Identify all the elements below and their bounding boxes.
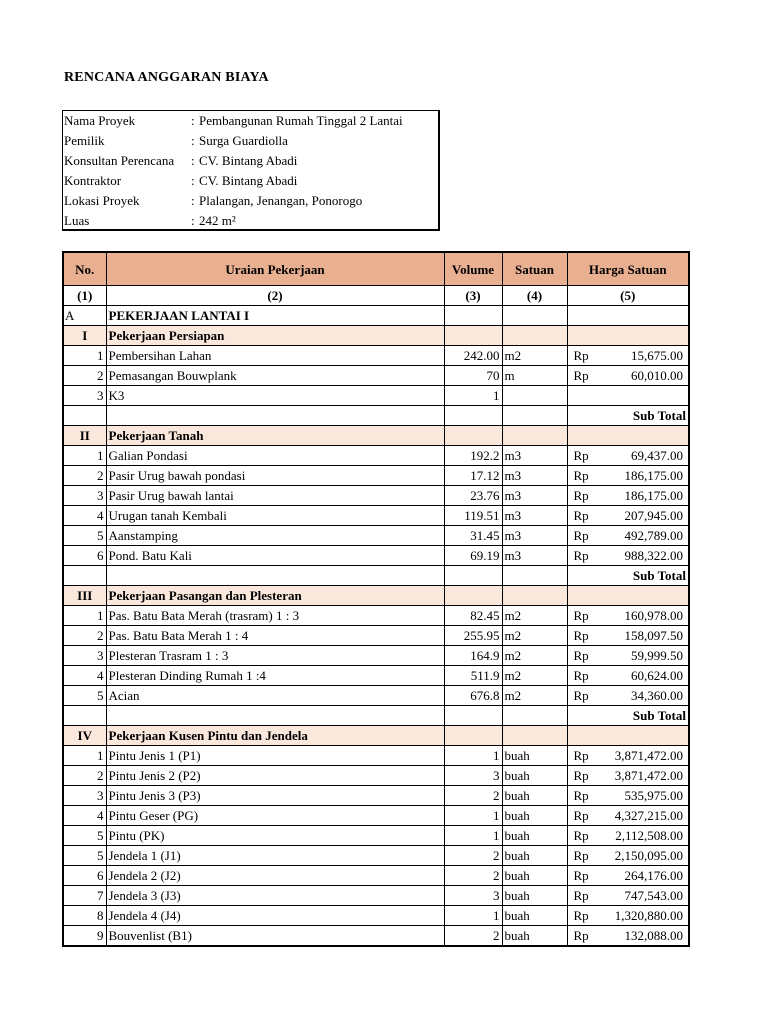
subtotal-label: Sub Total [567,566,689,586]
price-cell [567,646,689,666]
empty-cell [502,586,567,606]
price-cell [567,446,689,466]
item-volume: 255.95 [444,626,502,646]
item-number: 3 [63,386,106,406]
price-value: 2,112,508.00 [615,828,683,843]
item-volume: 2 [444,846,502,866]
currency-label: Rp [573,488,589,503]
item-unit: buah [502,766,567,786]
table-row [63,746,689,766]
item-name: Jendela 2 (J2) [106,866,444,886]
table-row [63,666,689,686]
item-number: 1 [63,446,106,466]
project-info-colon: : [191,213,195,228]
section-title: Pekerjaan Tanah [106,426,444,446]
empty-cell [444,306,502,326]
item-name: Pintu (PK) [106,826,444,846]
price-value: 59,999.50 [631,648,683,663]
item-volume: 1 [444,386,502,406]
project-info-value: 242 m² [199,213,236,228]
table-row [63,486,689,506]
item-unit: buah [502,746,567,766]
price-value: 69,437.00 [631,448,683,463]
currency-label: Rp [573,548,589,563]
project-info-label: Lokasi Proyek [64,193,140,208]
empty-cell [502,306,567,326]
header-volume: Volume [444,252,502,286]
price-cell [567,366,689,386]
item-volume: 2 [444,866,502,886]
currency-label: Rp [573,928,589,943]
project-info-colon: : [191,193,195,208]
item-unit: buah [502,886,567,906]
currency-label: Rp [573,768,589,783]
item-volume: 2 [444,786,502,806]
section-header-row [63,726,689,746]
project-info-label: Pemilik [64,133,105,148]
project-info-colon: : [191,113,195,128]
empty-cell [502,326,567,346]
price-cell [567,746,689,766]
item-volume: 3 [444,886,502,906]
project-info-value: Surga Guardiolla [199,133,288,148]
item-number: 5 [63,686,106,706]
currency-label: Rp [573,468,589,483]
project-info-colon: : [191,173,195,188]
price-value: 207,945.00 [624,508,683,523]
section-roman: I [63,326,106,346]
item-unit: m2 [502,606,567,626]
item-volume: 1 [444,906,502,926]
item-number: 5 [63,526,106,546]
item-number: 1 [63,346,106,366]
section-header-row [63,586,689,606]
item-number: 3 [63,786,106,806]
section-title: Pekerjaan Persiapan [106,326,444,346]
colnum-no: (1) [63,286,106,306]
item-name: Bouvenlist (B1) [106,926,444,947]
empty-cell [444,326,502,346]
item-number: 5 [63,846,106,866]
price-value: 15,675.00 [631,348,683,363]
empty-cell [502,726,567,746]
item-unit: buah [502,906,567,926]
item-unit: buah [502,866,567,886]
project-info-value: CV. Bintang Abadi [199,173,298,188]
currency-label: Rp [573,348,589,363]
item-number: 2 [63,466,106,486]
colnum-satuan: (4) [502,286,567,306]
project-info-colon: : [191,153,195,168]
item-volume: 70 [444,366,502,386]
empty-cell [567,386,689,406]
item-volume: 23.76 [444,486,502,506]
table-header-row [63,252,689,286]
column-number-row [63,286,689,306]
project-info-box [62,110,440,231]
empty-cell [444,406,502,426]
currency-label: Rp [573,368,589,383]
table-row [63,546,689,566]
item-volume: 2 [444,926,502,947]
item-volume: 31.45 [444,526,502,546]
section-roman: IV [63,726,106,746]
currency-label: Rp [573,748,589,763]
item-name: Pasir Urug bawah pondasi [106,466,444,486]
project-info-value: CV. Bintang Abadi [199,153,298,168]
item-name: Jendela 3 (J3) [106,886,444,906]
empty-cell [502,426,567,446]
price-cell [567,686,689,706]
empty-cell [63,706,106,726]
price-cell [567,546,689,566]
price-cell [567,806,689,826]
currency-label: Rp [573,528,589,543]
item-name: K3 [106,386,444,406]
item-volume: 119.51 [444,506,502,526]
item-unit: m3 [502,446,567,466]
price-cell [567,466,689,486]
item-unit: buah [502,826,567,846]
item-unit: buah [502,846,567,866]
currency-label: Rp [573,668,589,683]
item-unit: buah [502,786,567,806]
header-satuan: Satuan [502,252,567,286]
price-value: 988,322.00 [624,548,683,563]
item-number: 3 [63,486,106,506]
price-value: 60,624.00 [631,668,683,683]
item-unit: m2 [502,666,567,686]
item-number: 9 [63,926,106,947]
colnum-volume: (3) [444,286,502,306]
table-row [63,906,689,926]
price-value: 3,871,472.00 [614,748,683,763]
item-unit: m3 [502,506,567,526]
project-info-label: Konsultan Perencana [64,153,175,168]
header-harga: Harga Satuan [567,252,689,286]
subtotal-label: Sub Total [567,406,689,426]
item-volume: 3 [444,766,502,786]
price-value: 1,320,880.00 [614,908,683,923]
section-title: Pekerjaan Kusen Pintu dan Jendela [106,726,444,746]
table-row [63,366,689,386]
empty-cell [444,426,502,446]
item-name: Pintu Jenis 3 (P3) [106,786,444,806]
price-cell [567,786,689,806]
price-cell [567,766,689,786]
table-row [63,386,689,406]
price-cell [567,926,689,947]
price-cell [567,666,689,686]
item-name: Urugan tanah Kembali [106,506,444,526]
table-row [63,806,689,826]
budget-table [62,251,690,947]
item-number: 4 [63,506,106,526]
project-info-value: Pembangunan Rumah Tinggal 2 Lantai [199,113,403,128]
price-value: 132,088.00 [624,928,683,943]
colnum-uraian: (2) [106,286,444,306]
currency-label: Rp [573,688,589,703]
section-roman: II [63,426,106,446]
empty-cell [63,406,106,426]
project-info-label: Kontraktor [64,173,122,188]
price-value: 3,871,472.00 [614,768,683,783]
price-value: 60,010.00 [631,368,683,383]
item-name: Aanstamping [106,526,444,546]
main-section-row [63,306,689,326]
item-number: 2 [63,626,106,646]
table-row [63,606,689,626]
item-unit: m3 [502,546,567,566]
empty-cell [106,406,444,426]
item-name: Acian [106,686,444,706]
item-name: Galian Pondasi [106,446,444,466]
item-unit: m2 [502,686,567,706]
item-volume: 17.12 [444,466,502,486]
header-uraian: Uraian Pekerjaan [106,252,444,286]
subtotal-row [63,566,689,586]
currency-label: Rp [573,788,589,803]
price-cell [567,526,689,546]
item-name: Pond. Batu Kali [106,546,444,566]
item-volume: 1 [444,826,502,846]
item-volume: 69.19 [444,546,502,566]
price-value: 492,789.00 [624,528,683,543]
price-value: 535,975.00 [624,788,683,803]
currency-label: Rp [573,608,589,623]
table-row [63,466,689,486]
item-name: Pintu Geser (PG) [106,806,444,826]
item-number: 7 [63,886,106,906]
item-name: Plesteran Dinding Rumah 1 :4 [106,666,444,686]
item-unit: m3 [502,486,567,506]
currency-label: Rp [573,888,589,903]
table-row [63,866,689,886]
price-cell [567,606,689,626]
table-row [63,346,689,366]
item-unit: m3 [502,466,567,486]
empty-cell [502,566,567,586]
item-number: 6 [63,546,106,566]
item-name: Jendela 1 (J1) [106,846,444,866]
item-volume: 192.2 [444,446,502,466]
table-row [63,766,689,786]
empty-cell [63,566,106,586]
section-title: Pekerjaan Pasangan dan Plesteran [106,586,444,606]
empty-cell [502,406,567,426]
item-unit [502,386,567,406]
item-name: Pas. Batu Bata Merah 1 : 4 [106,626,444,646]
price-cell [567,846,689,866]
price-value: 158,097.50 [624,628,683,643]
item-name: Plesteran Trasram 1 : 3 [106,646,444,666]
item-unit: m3 [502,526,567,546]
empty-cell [502,706,567,726]
item-number: 5 [63,826,106,846]
item-name: Pemasangan Bouwplank [106,366,444,386]
table-row [63,846,689,866]
item-volume: 242.00 [444,346,502,366]
empty-cell [444,566,502,586]
subtotal-label: Sub Total [567,706,689,726]
item-volume: 82.45 [444,606,502,626]
item-number: 1 [63,606,106,626]
project-info-colon: : [191,133,195,148]
price-cell [567,886,689,906]
project-info-label: Luas [64,213,90,228]
item-volume: 1 [444,746,502,766]
section-header-row [63,426,689,446]
currency-label: Rp [573,808,589,823]
document-title: RENCANA ANGGARAN BIAYA [64,70,269,85]
main-section-title: PEKERJAAN LANTAI I [106,306,444,326]
item-number: 2 [63,766,106,786]
price-value: 186,175.00 [624,468,683,483]
item-number: 3 [63,646,106,666]
empty-cell [106,706,444,726]
main-section-code: A [63,306,106,326]
empty-cell [106,566,444,586]
price-cell [567,906,689,926]
table-row [63,886,689,906]
subtotal-row [63,406,689,426]
table-row [63,646,689,666]
item-volume: 511.9 [444,666,502,686]
item-number: 4 [63,666,106,686]
currency-label: Rp [573,848,589,863]
section-roman: III [63,586,106,606]
item-name: Jendela 4 (J4) [106,906,444,926]
item-number: 4 [63,806,106,826]
price-value: 160,978.00 [624,608,683,623]
item-name: Pintu Jenis 2 (P2) [106,766,444,786]
item-name: Pasir Urug bawah lantai [106,486,444,506]
empty-cell [567,586,689,606]
item-name: Pas. Batu Bata Merah (trasram) 1 : 3 [106,606,444,626]
item-volume: 164.9 [444,646,502,666]
item-unit: m2 [502,646,567,666]
item-number: 1 [63,746,106,766]
price-cell [567,626,689,646]
table-row [63,786,689,806]
table-row [63,446,689,466]
price-cell [567,346,689,366]
price-value: 264,176.00 [624,868,683,883]
price-cell [567,506,689,526]
empty-cell [567,306,689,326]
price-cell [567,486,689,506]
currency-label: Rp [573,628,589,643]
price-value: 34,360.00 [631,688,683,703]
project-info-value: Plalangan, Jenangan, Ponorogo [199,193,363,208]
currency-label: Rp [573,508,589,523]
empty-cell [444,706,502,726]
item-name: Pembersihan Lahan [106,346,444,366]
currency-label: Rp [573,648,589,663]
empty-cell [444,586,502,606]
price-value: 747,543.00 [624,888,683,903]
table-row [63,686,689,706]
currency-label: Rp [573,448,589,463]
section-header-row [63,326,689,346]
item-unit: m2 [502,626,567,646]
item-volume: 1 [444,806,502,826]
item-number: 2 [63,366,106,386]
item-unit: m2 [502,346,567,366]
item-unit: buah [502,806,567,826]
item-volume: 676.8 [444,686,502,706]
item-unit: m [502,366,567,386]
item-number: 8 [63,906,106,926]
table-row [63,526,689,546]
currency-label: Rp [573,868,589,883]
price-cell [567,826,689,846]
price-cell [567,866,689,886]
currency-label: Rp [573,828,589,843]
table-row [63,826,689,846]
price-value: 186,175.00 [624,488,683,503]
table-row [63,506,689,526]
item-number: 6 [63,866,106,886]
price-value: 2,150,095.00 [614,848,683,863]
empty-cell [444,726,502,746]
table-row [63,626,689,646]
item-name: Pintu Jenis 1 (P1) [106,746,444,766]
project-info-label: Nama Proyek [64,113,136,128]
subtotal-row [63,706,689,726]
empty-cell [567,426,689,446]
currency-label: Rp [573,908,589,923]
table-row [63,926,689,947]
empty-cell [567,326,689,346]
empty-cell [567,726,689,746]
price-value: 4,327,215.00 [614,808,683,823]
item-unit: buah [502,926,567,947]
colnum-harga: (5) [567,286,689,306]
header-no: No. [63,252,106,286]
